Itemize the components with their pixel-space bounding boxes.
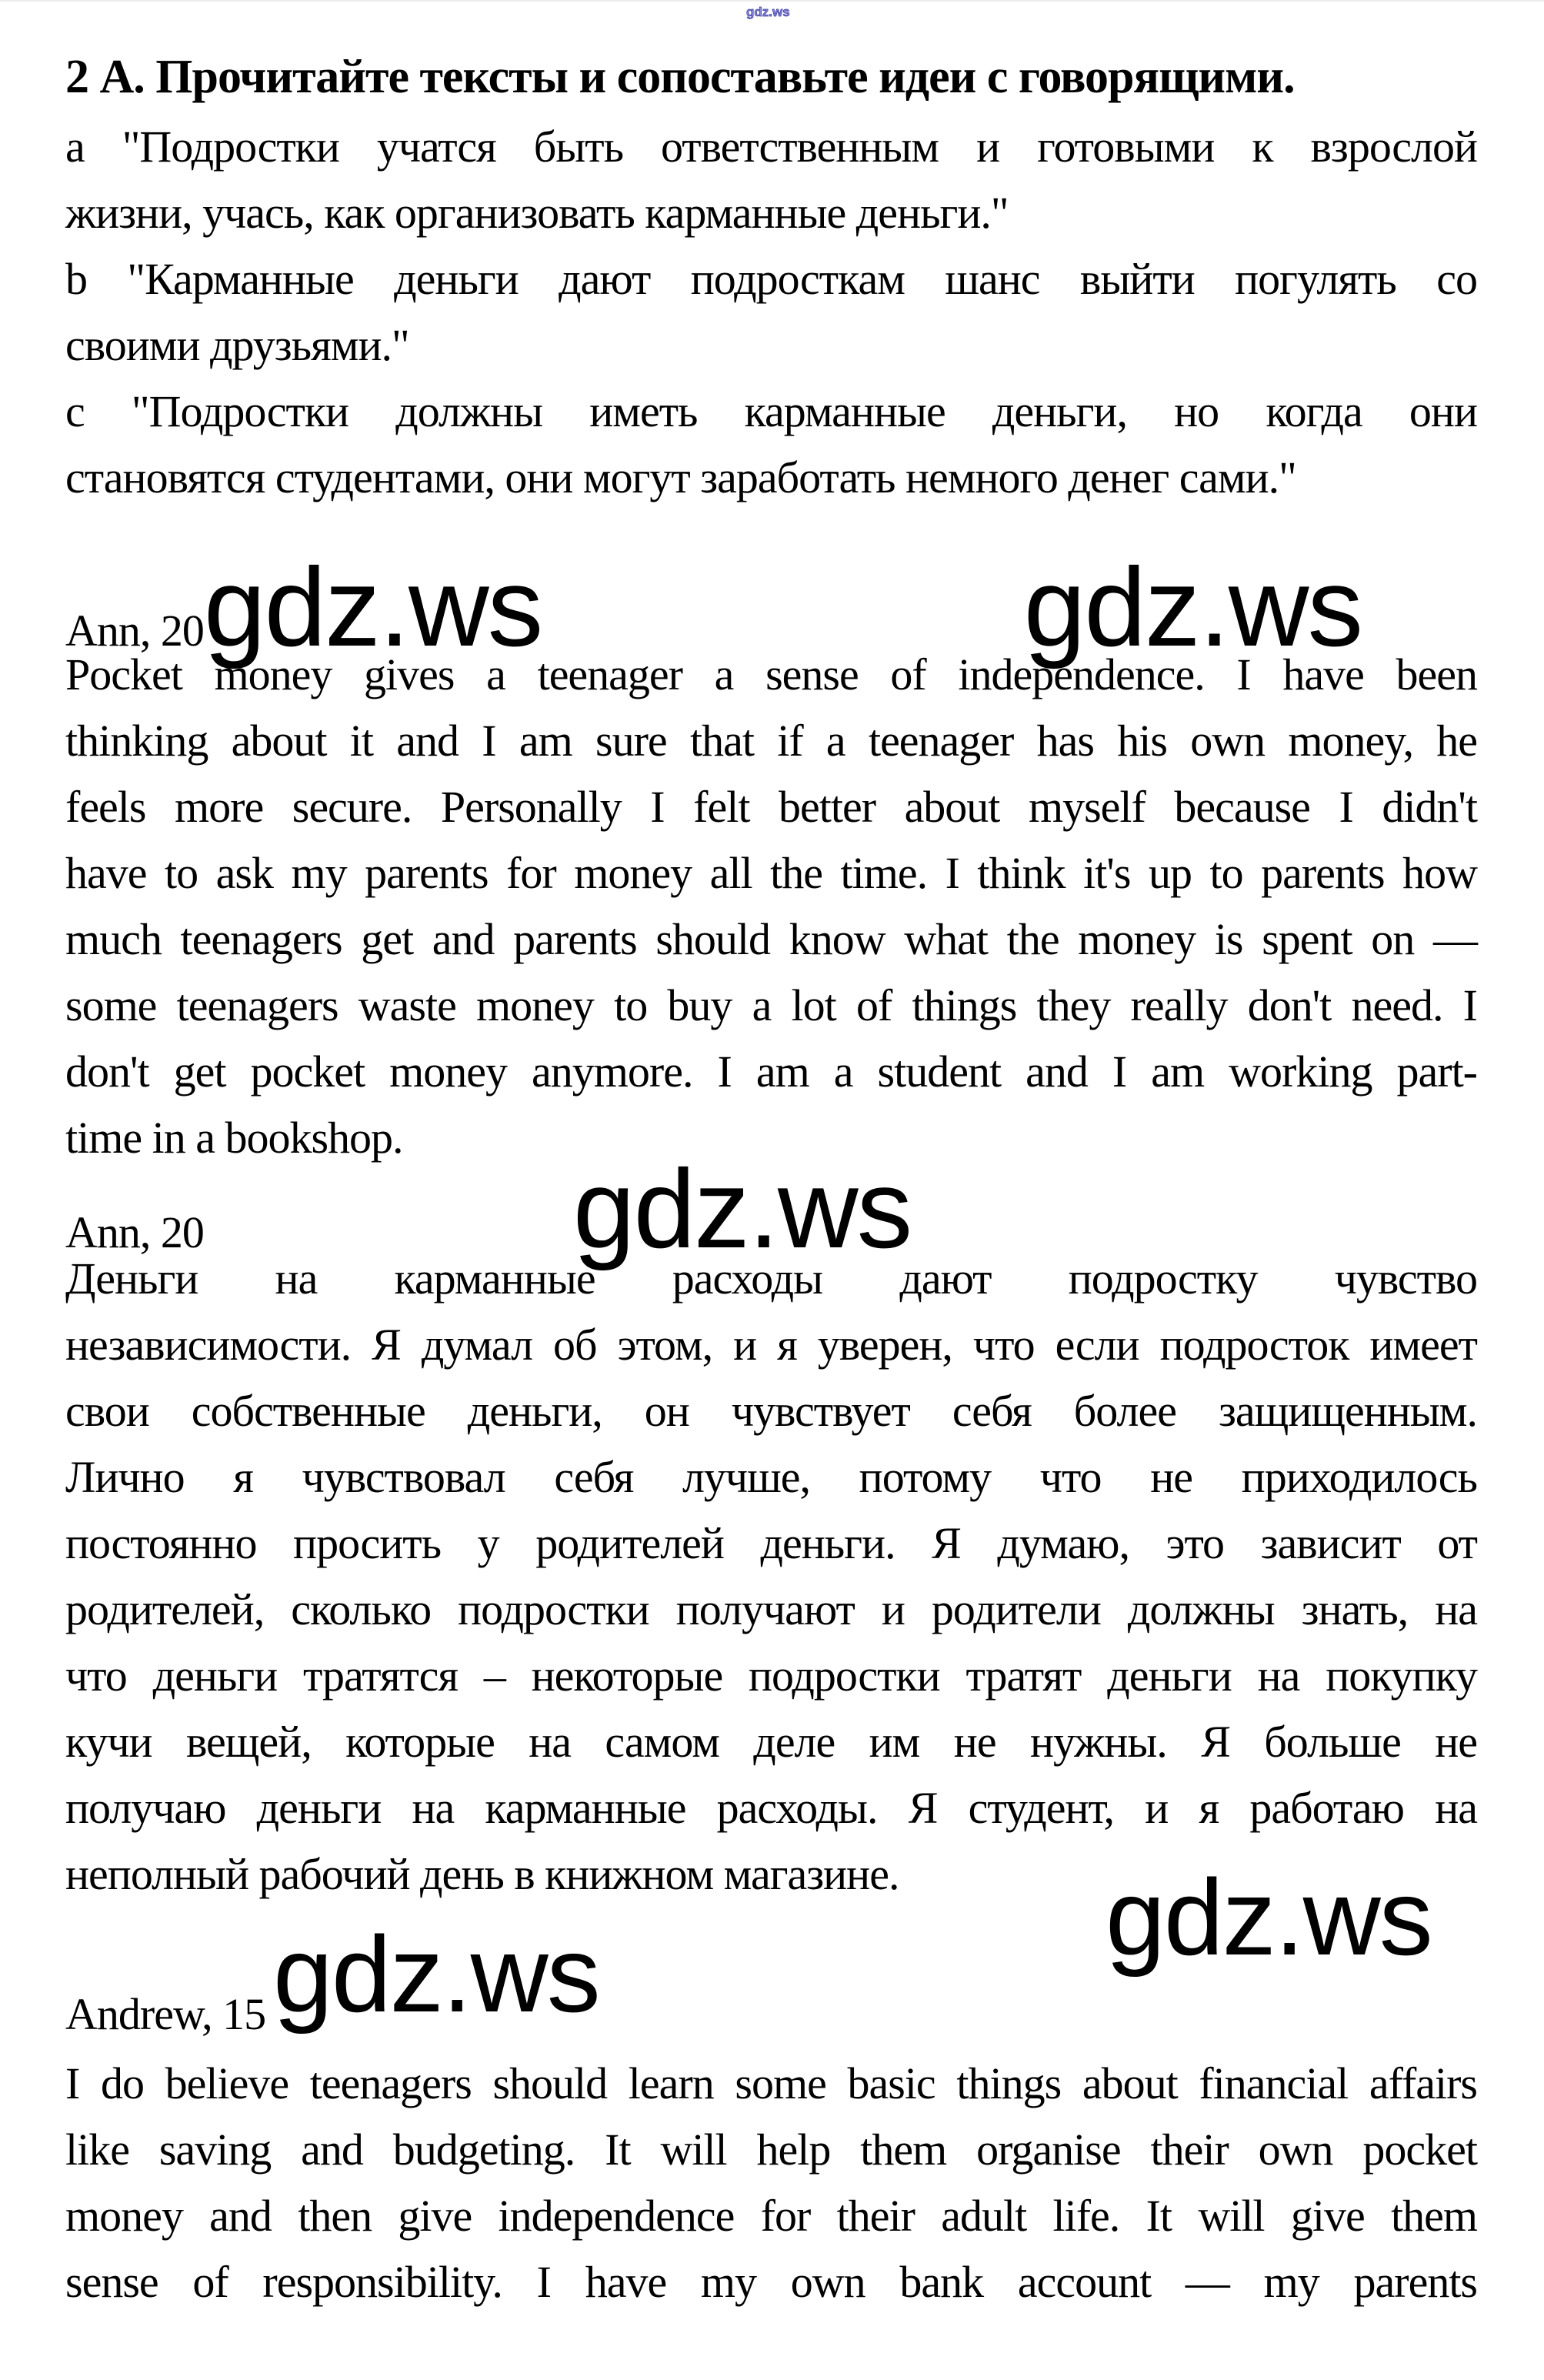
idea-a-line2: жизни, учась, как организовать карманные деньги." [65,188,1009,238]
speaker-label-andrew: Andrew, 15 [65,1989,266,2039]
text-line: свои собственные деньги, он чувствует себя более защищенным. [65,1386,1477,1436]
text-line: time in a bookshop. [65,1112,403,1163]
gdz-watermark-large-5: gdz.ws [273,1914,599,2035]
text-line: независимости. Я думал об этом, и я уверен, что если подросток имеет [65,1320,1477,1370]
gdz-watermark-small-top: gdz.ws [746,5,790,19]
text-line: получаю деньги на карманные расходы. Я студент, и я работаю на [65,1783,1477,1833]
text-line: money and then give independence for their adult life. It will give them [65,2191,1477,2241]
idea-a-line1: a "Подростки учатся быть ответственным и готовыми к взрослой [65,122,1477,172]
text-line: постоянно просить у родителей деньги. Я думаю, это зависит от [65,1518,1477,1568]
text-line: much teenagers get and parents should know what the money is spent on — [65,913,1477,964]
idea-c-line2: становятся студентами, они могут заработать немного денег сами." [65,452,1296,502]
text-andrew-english [65,2051,1477,2315]
text-ann-russian [65,1246,1477,1908]
idea-b-line2: своими друзьями." [65,320,409,370]
text-line: some teenagers waste money to buy a lot of things they really don't need. I [65,980,1477,1030]
gdz-watermark-large-3: gdz.ws [572,1146,912,1271]
text-line: have to ask my parents for money all the time. I think it's up to parents how [65,847,1477,898]
idea-b-line1: b "Карманные деньги дают подросткам шанс выйти погулять со [65,254,1477,304]
text-line: thinking about it and I am sure that if a teenager has his own money, he [65,715,1477,766]
text-line: feels more secure. Personally I felt better about myself because I didn't [65,781,1477,832]
speaker-label-ann-2: Ann, 20 [65,1207,204,1257]
text-line: sense of responsibility. I have my own bank account — my parents [65,2257,1477,2307]
speaker-label-ann-1: Ann, 20 [65,606,204,656]
text-line: like saving and budgeting. It will help them organise their own pocket [65,2125,1477,2175]
idea-paragraph-b [65,246,1477,379]
gdz-watermark-large-1: gdz.ws [203,545,542,669]
text-line: Pocket money gives a teenager a sense of independence. I have been [65,649,1477,699]
idea-c-line1: c "Подростки должны иметь карманные деньги, но когда они [65,386,1477,436]
exercise-title: 2 А. Прочитайте тексты и сопоставьте идеи с говорящими. [65,51,1295,103]
text-line: кучи вещей, которые на самом деле им не нужны. Я больше не [65,1717,1477,1767]
gdz-watermark-large-4: gdz.ws [1105,1857,1432,1978]
text-line: Лично я чувствовал себя лучше, потому что не приходилось [65,1452,1477,1502]
text-line: Деньги на карманные расходы дают подростку чувство [65,1253,1477,1303]
text-line: родителей, сколько подростки получают и родители должны знать, на [65,1584,1477,1634]
idea-paragraph-c [65,379,1477,511]
idea-paragraph-a [65,114,1477,246]
text-ann-english [65,642,1477,1171]
text-line: I do believe teenagers should learn some basic things about financial affairs [65,2058,1477,2108]
text-line: что деньги тратятся – некоторые подростки тратят деньги на покупку [65,1651,1477,1701]
text-line: неполный рабочий день в книжном магазине. [65,1849,899,1899]
gdz-watermark-large-2: gdz.ws [1023,545,1362,669]
text-line: don't get pocket money anymore. I am a student and I am working part- [65,1046,1477,1097]
